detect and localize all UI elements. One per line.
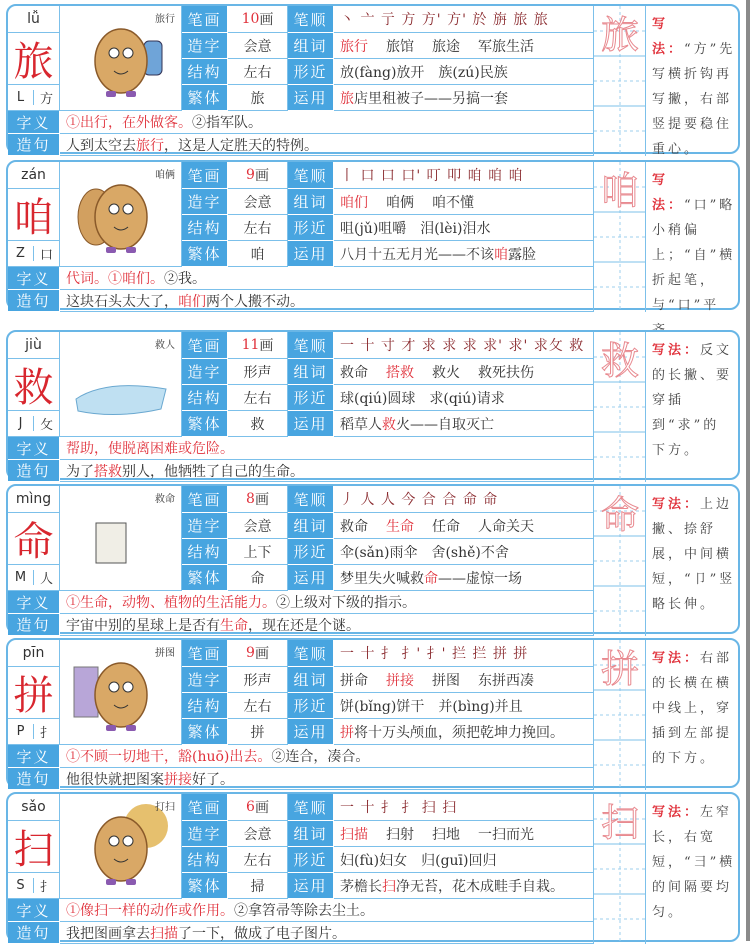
word: 拼命	[340, 672, 368, 689]
meaning-segment: ①不顾一切地干，豁(huō)出去。	[66, 749, 272, 765]
index-letter: L	[8, 90, 34, 105]
writing-tip	[646, 332, 738, 482]
illustration-cell	[60, 486, 182, 591]
meaning-segment: ②连合，凑合。	[271, 749, 370, 765]
character-card-jiù	[6, 330, 740, 480]
trace-character: 咱	[600, 168, 639, 213]
character: 命	[8, 513, 60, 565]
sentence-segment: 咱们	[178, 293, 206, 310]
label-order: 笔顺	[288, 162, 334, 189]
sentence-segment: 搭救	[94, 463, 122, 480]
writing-tip-text: 左窄长，右宽短，“彐”横的间隔要均匀。	[652, 805, 736, 920]
label-structure: 结构	[182, 693, 228, 719]
character-card-sǎo	[6, 792, 740, 942]
similar-characters: 球(qiú)圆球 求(qiú)请求	[334, 385, 594, 411]
similar-characters: 伞(sǎn)雨伞 舍(shě)不舍	[334, 539, 594, 565]
label-meaning: 字义	[8, 591, 60, 614]
traditional-form: 掃	[228, 873, 288, 899]
word: 旅行	[340, 38, 368, 55]
label-meaning: 字义	[8, 745, 60, 768]
meaning-segment: 帮助，使脱离困难或危险。	[66, 441, 234, 457]
illustration-caption: 救人	[155, 340, 175, 351]
label-strokes: 笔画	[182, 162, 228, 189]
usage-segment: 茅檐长	[340, 878, 382, 895]
trace-character: 救	[600, 338, 639, 383]
word-list	[334, 821, 594, 847]
usage-segment: 露脸	[508, 246, 536, 263]
structure: 左右	[228, 215, 288, 241]
word: 生命	[386, 518, 414, 535]
index-letter-radical	[8, 565, 60, 591]
stroke-order: 一 十 扌 扌' 扌' 拦 拦 拼 拼	[334, 640, 594, 667]
usage-segment: 救	[382, 416, 396, 433]
usage-example	[334, 719, 594, 745]
illustration-caption: 咱俩	[155, 170, 175, 181]
stroke-count	[228, 162, 288, 189]
index-letter: P	[8, 724, 34, 739]
trace-character: 拼	[600, 646, 639, 691]
label-order: 笔顺	[288, 794, 334, 821]
meaning-segment: ②指军队。	[192, 115, 262, 131]
radical: 攵	[39, 418, 53, 433]
character: 扫	[8, 821, 60, 873]
pinyin: lǚ	[8, 6, 60, 33]
stroke-count	[228, 640, 288, 667]
sentence-segment: 两个人搬不动。	[206, 293, 304, 310]
label-similar: 形近	[288, 847, 334, 873]
structure: 左右	[228, 385, 288, 411]
label-meaning: 字义	[8, 267, 60, 290]
tracing-grid	[594, 486, 646, 636]
label-sentence: 造句	[8, 922, 60, 944]
index-letter: J	[8, 416, 34, 431]
word: 咱不懂	[432, 194, 474, 211]
pinyin: mìng	[8, 486, 60, 513]
writing-tip-text: 反文的长撇、要穿插到“求”的下方。	[652, 343, 733, 458]
character-card-zán	[6, 160, 740, 313]
stroke-order: 丨 口 口 口' 叮 叩 咱 咱 咱	[334, 162, 594, 189]
writing-tip-text: 右部的长横在横中线上，穿插到左部提的下方。	[652, 651, 733, 766]
character-illustration	[66, 169, 176, 259]
label-similar: 形近	[288, 215, 334, 241]
structure: 左右	[228, 693, 288, 719]
label-words: 组词	[288, 513, 334, 539]
stroke-order: 丶 亠 亍 方 方' 方' 於 旃 旅 旅	[334, 6, 594, 33]
label-traditional: 繁体	[182, 85, 228, 111]
label-strokes: 笔画	[182, 6, 228, 33]
radical: 口	[39, 248, 53, 263]
label-similar: 形近	[288, 693, 334, 719]
sentence-segment: 旅行	[136, 137, 164, 154]
formation: 会意	[228, 189, 288, 215]
pinyin: sǎo	[8, 794, 60, 821]
tracing-grid	[594, 162, 646, 312]
meaning-segment: ②上级对下级的指示。	[276, 595, 416, 611]
character-illustration	[66, 647, 176, 737]
label-usage: 运用	[288, 719, 334, 745]
index-letter-radical	[8, 719, 60, 745]
label-structure: 结构	[182, 539, 228, 565]
structure: 左右	[228, 59, 288, 85]
usage-segment: 旅	[340, 90, 354, 107]
usage-segment: 八月十五无月光——不该	[340, 246, 494, 263]
word: 扫射	[386, 826, 414, 843]
label-words: 组词	[288, 33, 334, 59]
sentence-segment: 生命	[220, 617, 248, 634]
character: 救	[8, 359, 60, 411]
meaning	[60, 111, 594, 134]
formation: 会意	[228, 33, 288, 59]
illustration-cell	[60, 332, 182, 437]
usage-segment: 拼	[340, 724, 354, 741]
sentence-segment: 这块石头太大了，	[66, 293, 178, 310]
illustration-cell	[60, 794, 182, 899]
example-sentence	[60, 460, 594, 482]
sentence-segment: 扫描	[150, 925, 178, 942]
meaning	[60, 899, 594, 922]
meaning	[60, 437, 594, 460]
word: 救命	[340, 364, 368, 381]
meaning-segment: ①像扫一样的动作或作用。	[66, 903, 234, 919]
illustration-caption: 救命	[155, 494, 175, 505]
label-structure: 结构	[182, 847, 228, 873]
usage-example	[334, 85, 594, 111]
label-usage: 运用	[288, 873, 334, 899]
formation: 形声	[228, 359, 288, 385]
stroke-count-unit: 画	[254, 646, 269, 662]
label-sentence: 造句	[8, 614, 60, 636]
stroke-count	[228, 332, 288, 359]
writing-tip-label: 写法：	[652, 343, 701, 358]
meaning	[60, 591, 594, 614]
writing-tip-text: “方”先写横折钩再写撇，右部竖提要稳住重心。	[652, 42, 736, 157]
label-meaning: 字义	[8, 111, 60, 134]
radical: 人	[39, 572, 53, 587]
stroke-count-unit: 画	[259, 338, 274, 354]
usage-example	[334, 241, 594, 267]
label-similar: 形近	[288, 539, 334, 565]
stroke-order: 一 十 扌 扌 扫 扫	[334, 794, 594, 821]
stroke-count	[228, 486, 288, 513]
stroke-order: 丿 人 人 今 合 合 命 命	[334, 486, 594, 513]
writing-tip	[646, 6, 738, 156]
similar-characters: 咀(jǔ)咀嚼 泪(lèi)泪水	[334, 215, 594, 241]
index-letter-radical	[8, 873, 60, 899]
illustration-cell	[60, 640, 182, 745]
traditional-form: 拼	[228, 719, 288, 745]
writing-tip	[646, 486, 738, 636]
label-formation: 造字	[182, 33, 228, 59]
meaning-segment: ①生命，动物、植物的生活能力。	[66, 595, 276, 611]
pinyin: jiù	[8, 332, 60, 359]
character-illustration	[66, 339, 176, 429]
writing-tip-label: 写法：	[652, 651, 701, 666]
structure: 左右	[228, 847, 288, 873]
label-words: 组词	[288, 667, 334, 693]
label-strokes: 笔画	[182, 486, 228, 513]
writing-tip-text: “口”略小稍偏上；“自”横折起笔，与“口”平	[652, 198, 736, 313]
meaning	[60, 267, 594, 290]
writing-tip-label: 写法：	[652, 17, 685, 57]
formation: 会意	[228, 821, 288, 847]
usage-segment: 命	[424, 570, 438, 587]
stroke-count-number: 10	[241, 11, 260, 27]
illustration-cell	[60, 6, 182, 111]
sentence-segment: 了一下，做成了电子图片。	[178, 925, 346, 942]
usage-segment: 净无苔，花木成畦手自栽。	[396, 878, 564, 895]
stroke-count-number: 6	[246, 799, 255, 815]
stroke-order: 一 十 寸 才 求 求 求 求' 求' 求攵 救	[334, 332, 594, 359]
radical: 方	[39, 92, 53, 107]
example-sentence	[60, 290, 594, 312]
label-similar: 形近	[288, 59, 334, 85]
sentence-segment: 为了	[66, 463, 94, 480]
usage-segment: 扫	[382, 878, 396, 895]
usage-segment: 火——自取灭亡	[396, 416, 494, 433]
word: 人命关天	[478, 518, 534, 535]
word: 任命	[432, 518, 460, 535]
word-list	[334, 33, 594, 59]
stroke-count-unit: 画	[259, 12, 274, 28]
example-sentence	[60, 922, 594, 944]
label-similar: 形近	[288, 385, 334, 411]
sentence-segment: 他很快就把图案	[66, 771, 164, 788]
writing-tip-text: 上边撇、捺舒展，中间横短，“卩”竖略长伸。	[652, 497, 736, 612]
pinyin: pīn	[8, 640, 60, 667]
usage-segment: 店里租被子——另搞一套	[354, 90, 508, 107]
label-strokes: 笔画	[182, 640, 228, 667]
label-formation: 造字	[182, 359, 228, 385]
usage-segment: ——虚惊一场	[438, 570, 522, 587]
sentence-segment: ，现在还是个谜。	[248, 617, 360, 634]
tracing-grid	[594, 794, 646, 944]
meaning	[60, 745, 594, 768]
label-usage: 运用	[288, 565, 334, 591]
label-formation: 造字	[182, 821, 228, 847]
word: 旅途	[432, 38, 460, 55]
label-usage: 运用	[288, 411, 334, 437]
usage-segment: 将十万头颅血，须把乾坤力挽回。	[354, 724, 564, 741]
sentence-segment: 好了。	[192, 771, 234, 788]
character-card-lǚ	[6, 4, 740, 157]
label-traditional: 繁体	[182, 241, 228, 267]
word-list	[334, 189, 594, 215]
index-letter: Z	[8, 246, 34, 261]
traditional-form: 咱	[228, 241, 288, 267]
word: 东拼西凑	[478, 672, 534, 689]
traditional-form: 旅	[228, 85, 288, 111]
formation: 会意	[228, 513, 288, 539]
label-traditional: 繁体	[182, 873, 228, 899]
label-formation: 造字	[182, 513, 228, 539]
word: 扫地	[432, 826, 460, 843]
label-formation: 造字	[182, 189, 228, 215]
word: 拼图	[432, 672, 460, 689]
label-strokes: 笔画	[182, 332, 228, 359]
stroke-count-unit: 画	[254, 168, 269, 184]
writing-tip-label: 写法：	[652, 805, 701, 820]
label-traditional: 繁体	[182, 719, 228, 745]
label-order: 笔顺	[288, 486, 334, 513]
meaning-segment: 代词。①咱们。	[66, 271, 164, 287]
word: 咱们	[340, 194, 368, 211]
label-traditional: 繁体	[182, 411, 228, 437]
traditional-form: 救	[228, 411, 288, 437]
label-sentence: 造句	[8, 768, 60, 790]
word: 救死扶伤	[478, 364, 534, 381]
stroke-count-unit: 画	[254, 492, 269, 508]
example-sentence	[60, 134, 594, 156]
label-sentence: 造句	[8, 134, 60, 156]
usage-example	[334, 873, 594, 899]
writing-tip-label: 写法：	[652, 173, 685, 213]
illustration-caption: 拼图	[155, 648, 175, 659]
word: 军旅生活	[478, 38, 534, 55]
usage-example	[334, 565, 594, 591]
stroke-count	[228, 6, 288, 33]
trace-character: 命	[600, 492, 639, 537]
character: 旅	[8, 33, 60, 85]
example-sentence	[60, 768, 594, 790]
label-order: 笔顺	[288, 640, 334, 667]
label-sentence: 造句	[8, 460, 60, 482]
index-letter-radical	[8, 411, 60, 437]
word-list	[334, 667, 594, 693]
sentence-segment: 拼接	[164, 771, 192, 788]
character: 拼	[8, 667, 60, 719]
tracing-grid	[594, 332, 646, 482]
label-sentence: 造句	[8, 290, 60, 312]
sentence-segment: ，这是人定胜天的特例。	[164, 137, 318, 154]
traditional-form: 命	[228, 565, 288, 591]
word: 咱俩	[386, 194, 414, 211]
index-letter-radical	[8, 85, 60, 111]
usage-example	[334, 411, 594, 437]
word: 救命	[340, 518, 368, 535]
stroke-count-number: 11	[241, 337, 260, 353]
similar-characters: 放(fàng)放开 族(zú)民族	[334, 59, 594, 85]
label-order: 笔顺	[288, 332, 334, 359]
word-list	[334, 513, 594, 539]
writing-tip	[646, 794, 738, 944]
character: 咱	[8, 189, 60, 241]
character-card-mìng	[6, 484, 740, 634]
similar-characters: 饼(bǐng)饼干 并(bìng)并且	[334, 693, 594, 719]
writing-tip-label: 写法：	[652, 497, 701, 512]
tracing-grid	[594, 640, 646, 790]
pinyin: zán	[8, 162, 60, 189]
character-card-pīn	[6, 638, 740, 788]
sentence-segment: 人到太空去	[66, 137, 136, 154]
trace-character: 旅	[600, 12, 639, 57]
similar-characters: 妇(fù)妇女 归(guī)回归	[334, 847, 594, 873]
formation: 形声	[228, 667, 288, 693]
writing-tip	[646, 162, 738, 312]
stroke-count-unit: 画	[254, 800, 269, 816]
word-list	[334, 359, 594, 385]
illustration-caption: 旅行	[155, 14, 175, 25]
meaning-segment: ②我。	[164, 271, 206, 287]
word: 一扫而光	[478, 826, 534, 843]
label-words: 组词	[288, 359, 334, 385]
usage-segment: 稻草人	[340, 416, 382, 433]
label-order: 笔顺	[288, 6, 334, 33]
label-structure: 结构	[182, 385, 228, 411]
example-sentence	[60, 614, 594, 636]
illustration-cell	[60, 162, 182, 267]
index-letter: S	[8, 878, 34, 893]
label-formation: 造字	[182, 667, 228, 693]
structure: 上下	[228, 539, 288, 565]
usage-segment: 咱	[494, 246, 508, 263]
stroke-count-number: 9	[246, 645, 255, 661]
label-strokes: 笔画	[182, 794, 228, 821]
stroke-count-number: 9	[246, 167, 255, 183]
index-letter-radical	[8, 241, 60, 267]
word: 扫描	[340, 826, 368, 843]
radical: 扌	[39, 880, 53, 895]
label-words: 组词	[288, 821, 334, 847]
label-meaning: 字义	[8, 437, 60, 460]
label-words: 组词	[288, 189, 334, 215]
label-structure: 结构	[182, 215, 228, 241]
word: 搭救	[386, 364, 414, 381]
character-illustration	[66, 493, 176, 583]
tracing-grid	[594, 6, 646, 156]
sentence-segment: 别人，他牺牲了自己的生命。	[122, 463, 304, 480]
character-illustration	[66, 801, 176, 891]
sentence-segment: 宇宙中别的星球上是否有	[66, 617, 220, 634]
label-structure: 结构	[182, 59, 228, 85]
page-edge	[746, 0, 750, 941]
label-meaning: 字义	[8, 899, 60, 922]
label-usage: 运用	[288, 241, 334, 267]
meaning-segment: ①出行，在外做客。	[66, 115, 192, 131]
radical: 扌	[39, 726, 53, 741]
word: 拼接	[386, 672, 414, 689]
label-traditional: 繁体	[182, 565, 228, 591]
meaning-segment: ②拿笤帚等除去尘土。	[234, 903, 374, 919]
label-usage: 运用	[288, 85, 334, 111]
word: 救火	[432, 364, 460, 381]
stroke-count	[228, 794, 288, 821]
word: 旅馆	[386, 38, 414, 55]
writing-tip	[646, 640, 738, 790]
character-illustration	[66, 13, 176, 103]
index-letter: M	[8, 570, 34, 585]
trace-character: 扫	[600, 800, 639, 845]
sentence-segment: 我把图画拿去	[66, 925, 150, 942]
illustration-caption: 打扫	[155, 802, 175, 813]
usage-segment: 梦里失火喊救	[340, 570, 424, 587]
stroke-count-number: 8	[246, 491, 255, 507]
